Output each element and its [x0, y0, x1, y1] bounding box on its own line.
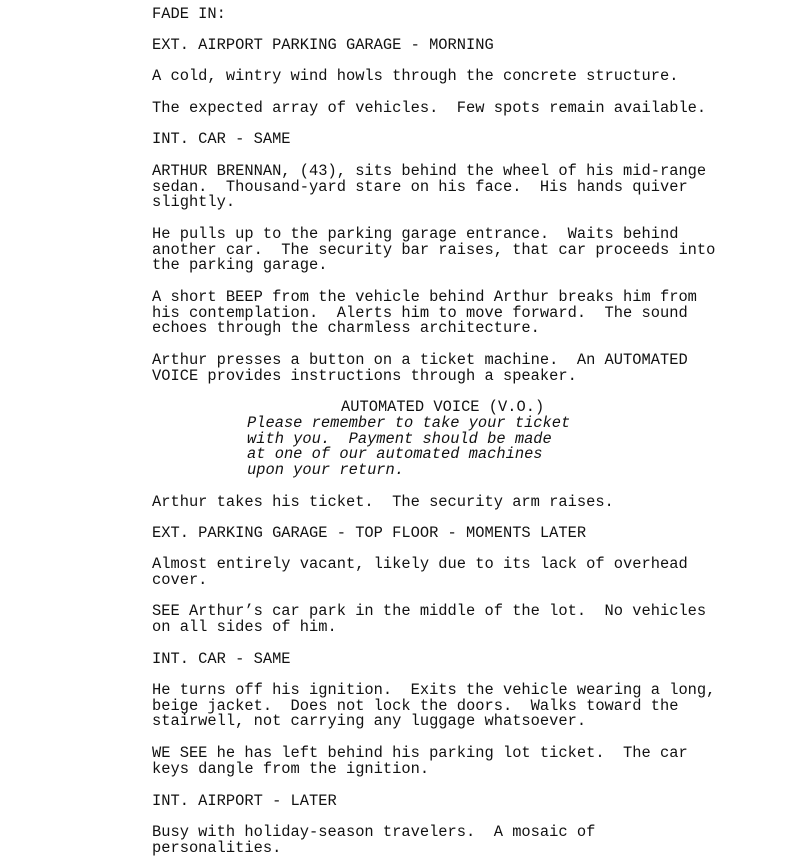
action-paragraph: Almost entirely vacant, likely due to its lack of overhead cover.: [152, 555, 688, 589]
action-paragraph: ARTHUR BRENNAN, (43), sits behind the wheel of his mid-range sedan. Thousand-yard stare on his face. His hands quiver slightly.: [152, 162, 707, 212]
action-line: Arthur takes his ticket. The security arm raises.: [152, 493, 614, 511]
scene-heading: EXT. AIRPORT PARKING GARAGE - MORNING: [152, 36, 494, 54]
action-paragraph: He pulls up to the parking garage entrance. Waits behind another car. The security bar raises, that car proceeds into the parking garage.: [152, 225, 716, 275]
action-paragraph: Arthur presses a button on a ticket machine. An AUTOMATED VOICE provides instructions through a speaker.: [152, 351, 688, 385]
scene-heading: INT. AIRPORT - LATER: [152, 792, 337, 810]
action-line: A cold, wintry wind howls through the concrete structure.: [152, 67, 679, 85]
scene-heading: INT. CAR - SAME: [152, 130, 291, 148]
action-paragraph: He turns off his ignition. Exits the vehicle wearing a long, beige jacket. Does not lock the doors. Walks toward the stairwell, not carrying any luggage whatsoever.: [152, 681, 716, 731]
action-paragraph: Busy with holiday-season travelers. A mosaic of personalities.: [152, 823, 596, 857]
action-line: The expected array of vehicles. Few spots remain available.: [152, 99, 707, 117]
scene-heading: EXT. PARKING GARAGE - TOP FLOOR - MOMENTS LATER: [152, 524, 587, 542]
action-paragraph: WE SEE he has left behind his parking lot ticket. The car keys dangle from the ignition.: [152, 744, 688, 778]
dialogue-block: Please remember to take your ticket with you. Payment should be made at one of our automated machines upon your return.: [247, 414, 571, 480]
action-paragraph: SEE Arthur’s car park in the middle of the lot. No vehicles on all sides of him.: [152, 602, 707, 636]
transition-fade-in: FADE IN:: [152, 5, 226, 23]
scene-heading: INT. CAR - SAME: [152, 650, 291, 668]
character-cue: AUTOMATED VOICE (V.O.): [341, 398, 545, 416]
action-paragraph: A short BEEP from the vehicle behind Arthur breaks him from his contemplation. Alerts him to move forward. The sound echoes through the charmless architecture.: [152, 288, 697, 338]
